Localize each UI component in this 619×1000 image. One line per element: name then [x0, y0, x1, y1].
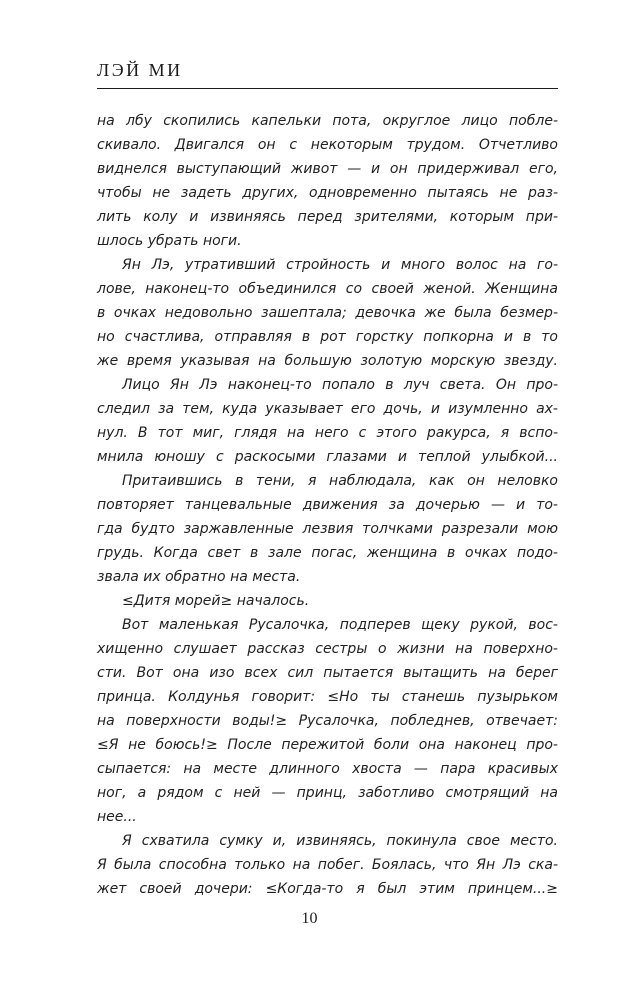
- running-header: [97, 60, 558, 89]
- text-line: Лицо Ян Лэ наконец-то попало в луч света. Он про-: [122, 377, 558, 393]
- text-line: но счастлива, отправляя в рот горстку попкорна и в то: [97, 329, 558, 345]
- author-name: ЛЭЙ МИ: [97, 60, 183, 80]
- text-line: нее...: [97, 809, 137, 825]
- page-text: [97, 109, 558, 901]
- text-line: следил за тем, куда указывает его дочь, и изумленно ах-: [97, 401, 558, 417]
- page-number: 10: [301, 910, 318, 927]
- text-line: в очках недовольно зашептала; девочка же была безмер-: [97, 305, 558, 321]
- text-line: шлось убрать ноги.: [97, 233, 242, 249]
- text-line: чтобы не задеть других, одновременно пытаясь не раз-: [97, 185, 558, 201]
- text-line: скивало. Двигался он с некоторым трудом. Отчетливо: [97, 137, 558, 153]
- text-line: Я схватила сумку и, извиняясь, покинула свое место.: [122, 833, 558, 849]
- text-line: грудь. Когда свет в зале погас, женщина в очках подо-: [97, 545, 558, 561]
- text-line: звала их обратно на места.: [97, 569, 301, 585]
- text-line: повторяет танцевальные движения за дочерью — и то-: [97, 497, 558, 513]
- text-line: на лбу скопились капельки пота, округлое лицо побле-: [97, 113, 558, 129]
- text-line: виднелся выступающий живот — и он придерживал его,: [97, 161, 558, 177]
- text-line: лове, наконец-то объединился со своей женой. Женщина: [97, 281, 558, 297]
- text-line: мнила юношу с раскосыми глазами и теплой улыбкой...: [97, 449, 558, 465]
- text-line: же время указывая на большую золотую морскую звезду.: [97, 353, 558, 369]
- text-line: нул. В тот миг, глядя на него с этого ракурса, я вспо-: [97, 425, 558, 441]
- text-line: сыпается: на месте длинного хвоста — пара красивых: [97, 761, 558, 777]
- text-line: Я была способна только на побег. Боялась, что Ян Лэ ска-: [97, 857, 558, 873]
- text-line: сти. Вот она изо всех сил пытается вытащить на берег: [97, 665, 558, 681]
- text-line: Ян Лэ, утративший стройность и много волос на го-: [122, 257, 558, 273]
- text-line: ≤Дитя морей≥ началось.: [122, 593, 310, 609]
- text-line: принца. Колдунья говорит: ≤Но ты станешь пузырьком: [97, 689, 558, 705]
- text-line: ног, а рядом с ней — принц, заботливо смотрящий на: [97, 785, 558, 801]
- text-line: Вот маленькая Русалочка, подперев щеку рукой, вос-: [122, 617, 558, 633]
- text-line: ≤Я не боюсь!≥ После пережитой боли она наконец про-: [97, 737, 558, 753]
- text-line: гда будто заржавленные лезвия толчками разрезали мою: [97, 521, 558, 537]
- text-line: Притаившись в тени, я наблюдала, как он неловко: [122, 473, 558, 489]
- text-line: на поверхности воды!≥ Русалочка, побледнев, отвечает:: [97, 713, 558, 729]
- text-line: жет своей дочери: ≤Когда-то я был этим принцем...≥: [97, 881, 558, 897]
- text-line: лить колу и извиняясь перед зрителями, которым при-: [97, 209, 558, 225]
- text-line: хищенно слушает рассказ сестры о жизни на поверхно-: [97, 641, 558, 657]
